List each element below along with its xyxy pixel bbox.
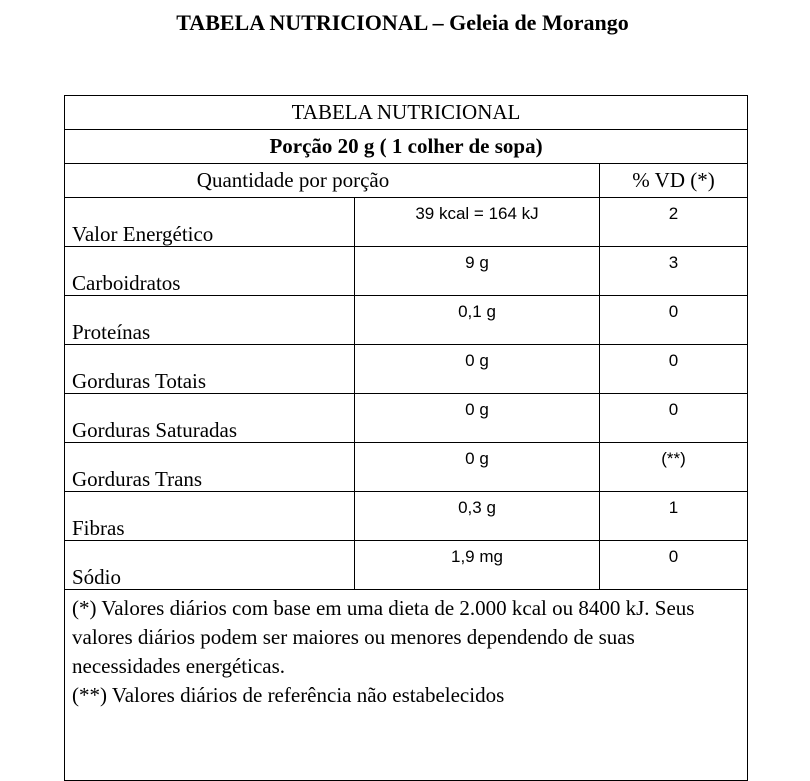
portion-label: Porção 20 g ( 1 colher de sopa) xyxy=(65,130,748,164)
table-row xyxy=(65,345,748,394)
nutrient-vd: 2 xyxy=(600,198,748,247)
nutrient-quantity: 0 g xyxy=(355,443,600,492)
footnote-row xyxy=(65,590,748,781)
table-title-row xyxy=(65,96,748,130)
nutrient-name: Sódio xyxy=(65,541,355,590)
table-row xyxy=(65,296,748,345)
nutrient-vd: 0 xyxy=(600,541,748,590)
table-title: TABELA NUTRICIONAL xyxy=(65,96,748,130)
vd-column-header: % VD (*) xyxy=(600,164,748,198)
quantity-column-header: Quantidade por porção xyxy=(65,164,600,198)
column-header-row xyxy=(65,164,748,198)
table-row xyxy=(65,198,748,247)
footnote-reference-values: (**) Valores diários de referência não estabelecidos xyxy=(72,683,505,707)
nutrient-quantity: 9 g xyxy=(355,247,600,296)
nutrient-vd: 3 xyxy=(600,247,748,296)
nutrient-name: Gorduras Saturadas xyxy=(65,394,355,443)
nutrient-quantity: 0,1 g xyxy=(355,296,600,345)
nutrient-vd: 0 xyxy=(600,296,748,345)
table-row xyxy=(65,492,748,541)
nutrient-vd: 0 xyxy=(600,345,748,394)
nutrient-name: Gorduras Totais xyxy=(65,345,355,394)
nutrient-name: Proteínas xyxy=(65,296,355,345)
nutrient-name: Valor Energético xyxy=(65,198,355,247)
nutrient-name: Carboidratos xyxy=(65,247,355,296)
table-row xyxy=(65,247,748,296)
nutrient-quantity: 39 kcal = 164 kJ xyxy=(355,198,600,247)
nutrient-vd: 0 xyxy=(600,394,748,443)
nutrient-vd: 1 xyxy=(600,492,748,541)
table-row xyxy=(65,443,748,492)
nutrient-quantity: 0 g xyxy=(355,345,600,394)
portion-row xyxy=(65,130,748,164)
footnote-cell xyxy=(65,590,748,781)
nutrient-name: Gorduras Trans xyxy=(65,443,355,492)
table-row xyxy=(65,541,748,590)
nutrient-quantity: 0,3 g xyxy=(355,492,600,541)
document-title: TABELA NUTRICIONAL – Geleia de Morango xyxy=(176,10,629,35)
nutrient-vd: (**) xyxy=(600,443,748,492)
nutrient-quantity: 0 g xyxy=(355,394,600,443)
nutrition-table xyxy=(64,95,748,781)
table-row xyxy=(65,394,748,443)
footnote-daily-values: (*) Valores diários com base em uma dieta de 2.000 kcal ou 8400 kJ. Seus valores diários podem ser maiores ou menores dependendo de suas necessidades energéticas. xyxy=(72,596,695,678)
nutrient-quantity: 1,9 mg xyxy=(355,541,600,590)
nutrient-name: Fibras xyxy=(65,492,355,541)
